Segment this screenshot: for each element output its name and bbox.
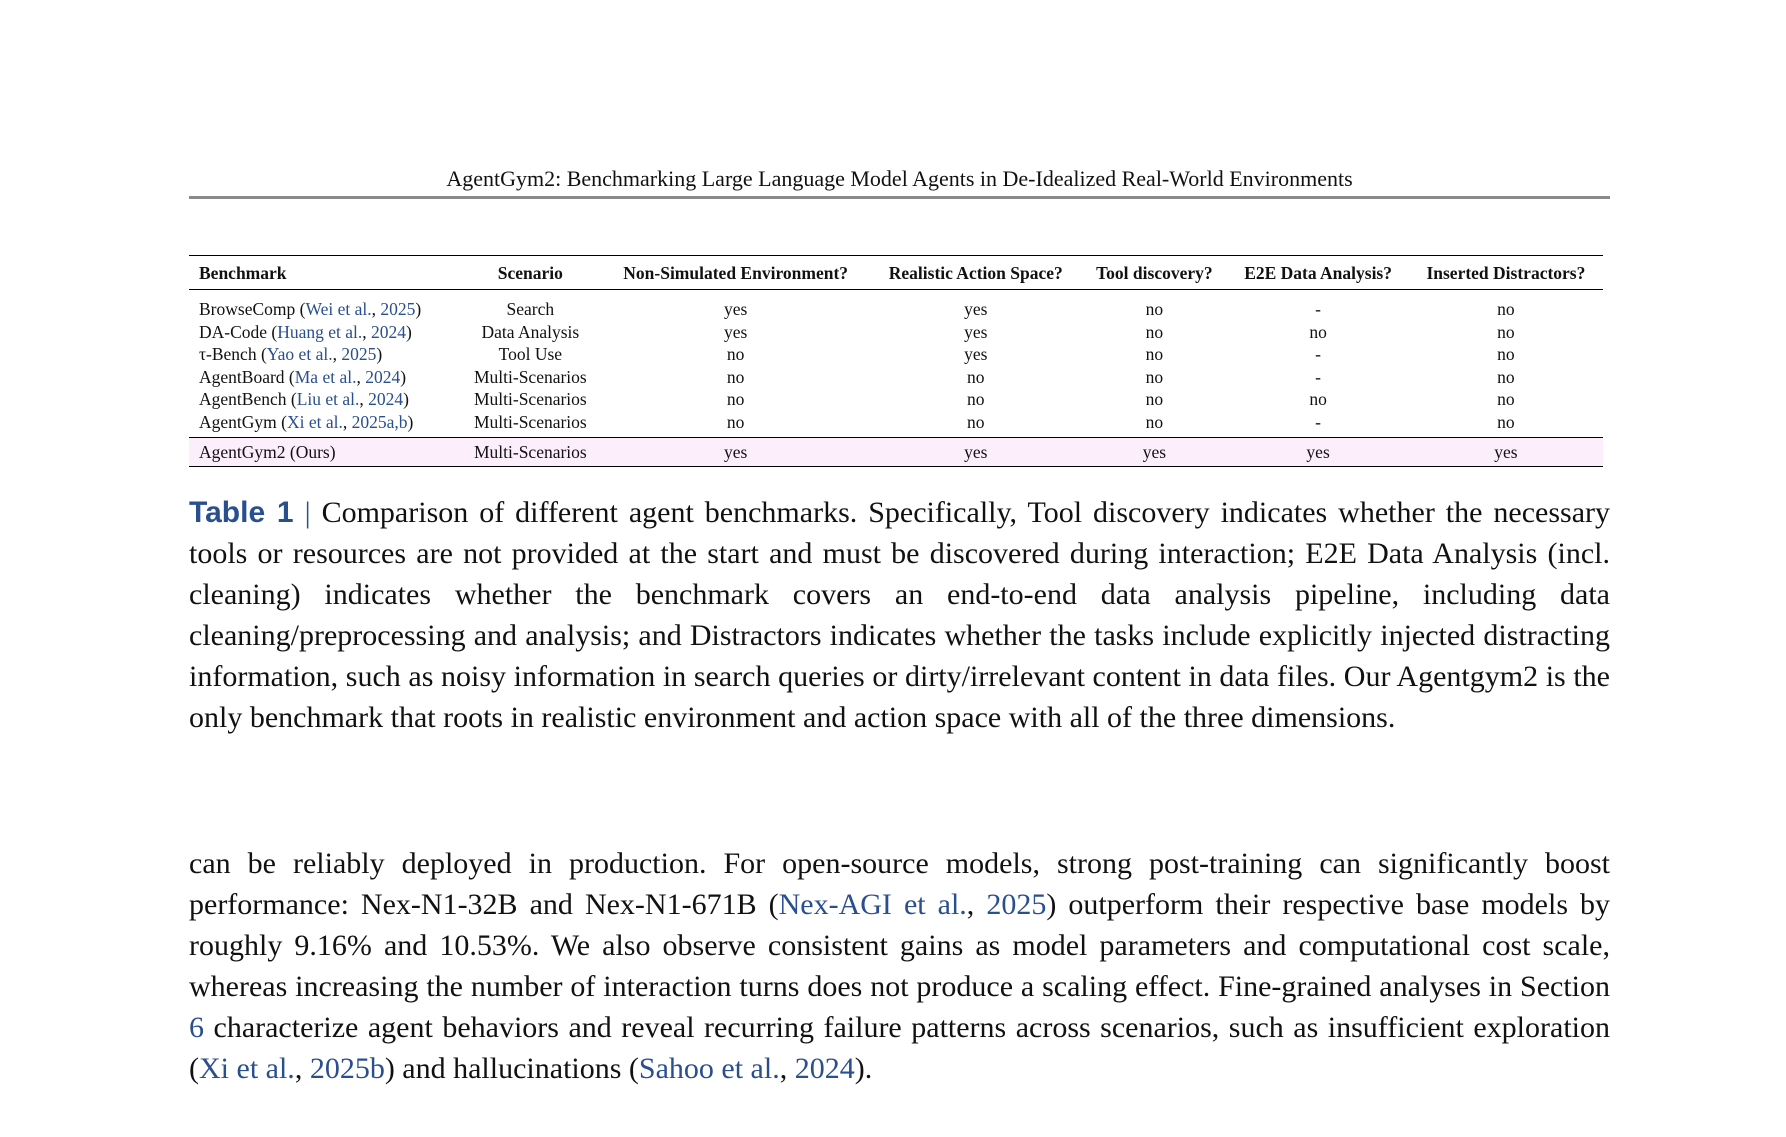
citation-link[interactable]: Nex-AGI et al. <box>778 888 967 921</box>
benchmark-name: τ-Bench <box>199 344 257 365</box>
citation-year-link[interactable]: 2024 <box>368 389 404 410</box>
scenario-cell: Multi-Scenarios <box>473 389 587 410</box>
body-text-segment: ). <box>854 1052 873 1085</box>
cite-sep: , <box>362 321 372 342</box>
table-row <box>189 343 1603 366</box>
cite-close: ) <box>376 344 383 365</box>
realistic-cell: yes <box>964 321 988 342</box>
distractors-cell: no <box>1497 366 1515 387</box>
non-sim-cell: yes <box>724 321 748 342</box>
benchmark-name: AgentBench <box>199 389 287 410</box>
distractors-cell: yes <box>1409 437 1603 466</box>
col-header-inserted-distractors: Inserted Distractors? <box>1409 256 1603 290</box>
table-row <box>189 321 1603 344</box>
caption-separator: | <box>304 496 311 529</box>
col-header-tool-discovery: Tool discovery? <box>1081 256 1227 290</box>
cite-sep: , <box>779 1052 795 1085</box>
tool-cell: no <box>1145 321 1164 342</box>
table-row <box>189 366 1603 389</box>
distractors-cell: no <box>1497 411 1515 432</box>
realistic-cell: yes <box>964 344 988 365</box>
non-sim-cell: yes <box>601 437 870 466</box>
citation-year-link[interactable]: 2025 <box>380 299 416 319</box>
citation-year-link[interactable]: 2024 <box>365 366 401 387</box>
citation-link[interactable]: Huang et al. <box>277 321 363 342</box>
scenario-cell: Multi-Scenarios <box>473 411 587 432</box>
e2e-cell: - <box>1315 411 1321 432</box>
e2e-cell: - <box>1315 366 1321 387</box>
cite-sep: , <box>332 344 342 365</box>
citation-year-link[interactable]: 2025 <box>986 888 1047 921</box>
running-header: AgentGym2: Benchmarking Large Language Model Agents in De-Idealized Real-World Environments <box>446 166 1353 191</box>
benchmark-name: DA-Code <box>199 321 268 342</box>
benchmark-name: BrowseComp <box>199 299 296 319</box>
col-header-benchmark: Benchmark <box>189 256 460 290</box>
table-row-ours <box>189 437 1603 466</box>
cite-open: ( <box>276 411 287 432</box>
scenario-cell: Search <box>506 299 555 319</box>
scenario-cell: Tool Use <box>498 344 563 365</box>
e2e-cell: no <box>1309 389 1327 410</box>
non-sim-cell: yes <box>724 299 748 319</box>
benchmark-cell <box>189 366 460 389</box>
tool-cell: yes <box>1081 437 1227 466</box>
benchmark-name: AgentGym <box>199 411 277 432</box>
header-rule <box>189 196 1610 199</box>
non-sim-cell: no <box>726 366 745 387</box>
tool-cell: no <box>1145 299 1164 319</box>
distractors-cell: no <box>1497 321 1515 342</box>
e2e-cell: yes <box>1227 437 1409 466</box>
cite-sep: , <box>359 389 369 410</box>
benchmark-cell <box>189 388 460 411</box>
distractors-cell: no <box>1497 299 1515 319</box>
citation-year-link[interactable]: ,b <box>394 411 408 432</box>
citation-link[interactable]: Sahoo et al. <box>638 1052 780 1085</box>
scenario-cell: Multi-Scenarios <box>473 366 587 387</box>
table-label: Table 1 <box>189 496 294 529</box>
tool-cell: no <box>1145 389 1164 410</box>
distractors-cell: no <box>1497 389 1515 410</box>
table-header-row <box>189 256 1603 290</box>
e2e-cell: - <box>1315 344 1321 365</box>
cite-sep: , <box>966 888 987 921</box>
cite-close: ) <box>403 389 409 410</box>
citation-year-link[interactable]: 2025a <box>351 411 395 432</box>
citation-year-link[interactable]: 2024 <box>794 1052 855 1085</box>
non-sim-cell: no <box>726 411 745 432</box>
table-row <box>189 290 1603 321</box>
caption-text: Comparison of different agent benchmarks. Specifically, Tool discovery indicates whether the necessary tools or resources are not provided at the start and must be discovered during interaction; E2E Data Analysis (incl. cleaning) indicates whether the benchmark covers an end-to-end data analysis pipeline, including data cleaning/preprocessing and analysis; and Distractors indicates whether the tasks include explicitly injected distracting information, such as noisy information in search queries or dirty/irrelevant content in data files. Our Agentgym2 is the only benchmark that roots in realistic environment and action space with all of the three dimensions. <box>189 496 1610 734</box>
realistic-cell: yes <box>964 299 988 319</box>
tool-cell: no <box>1145 344 1164 365</box>
cite-open: ( <box>256 344 267 365</box>
citation-link[interactable]: Xi et al. <box>286 411 343 432</box>
body-text-segment: characterize agent behaviors and reveal recurring failure patterns across scenarios, such as insufficient exploration ( <box>189 1011 1610 1085</box>
tool-cell: no <box>1145 366 1164 387</box>
body-text-segment: can be reliably deployed in production. For open-source models, strong post-training can significantly boost performance: Nex-N1-32B and Nex-N1-671B ( <box>189 847 1610 921</box>
cite-close: ) <box>407 411 414 432</box>
cite-sep: , <box>371 299 381 319</box>
cite-close: ) <box>400 366 407 387</box>
section-ref-link[interactable]: 6 <box>189 1011 204 1044</box>
body-paragraph <box>189 843 1610 1089</box>
col-header-scenario: Scenario <box>460 256 602 290</box>
benchmark-cell <box>189 290 460 321</box>
col-header-e2e-data-analysis: E2E Data Analysis? <box>1227 256 1409 290</box>
e2e-cell: no <box>1309 321 1327 342</box>
citation-link[interactable]: Yao et al. <box>266 344 333 365</box>
col-header-non-simulated: Non-Simulated Environment? <box>601 256 870 290</box>
scenario-cell: Data Analysis <box>481 321 580 342</box>
scenario-cell: Multi-Scenarios <box>460 437 602 466</box>
benchmark-cell <box>189 343 460 366</box>
benchmark-cell <box>189 411 460 437</box>
citation-link[interactable]: Ma et al. <box>294 366 357 387</box>
cite-open: ( <box>295 299 306 319</box>
cite-sep: , <box>342 411 352 432</box>
benchmark-cell <box>189 321 460 344</box>
cite-open: ( <box>284 366 295 387</box>
distractors-cell: no <box>1497 344 1515 365</box>
benchmark-name: AgentBoard <box>199 366 285 387</box>
cite-close: ) <box>406 321 412 342</box>
comparison-table <box>189 255 1603 467</box>
citation-year-link[interactable]: 2025 <box>341 344 377 365</box>
e2e-cell: - <box>1315 299 1321 319</box>
citation-year-link[interactable]: 2025b <box>309 1052 385 1085</box>
cite-open: ( <box>267 321 278 342</box>
citation-year-link[interactable]: 2024 <box>371 321 407 342</box>
non-sim-cell: no <box>726 389 745 410</box>
realistic-cell: no <box>967 411 985 432</box>
realistic-cell: no <box>967 389 985 410</box>
realistic-cell: no <box>967 366 985 387</box>
body-text-segment: ) outperform their respective base models by roughly 9.16% and 10.53%. We also observe consistent gains as model parameters and computational cost scale, whereas increasing the number of interaction turns does not produce a scaling effect. Fine-grained analyses in Section <box>189 888 1611 1003</box>
citation-link[interactable]: Xi et al. <box>199 1052 295 1085</box>
citation-link[interactable]: Wei et al. <box>305 299 372 319</box>
body-text-segment: ) and hallucinations ( <box>384 1052 639 1085</box>
cite-sep: , <box>294 1052 310 1085</box>
cite-open: ( <box>286 389 297 410</box>
comparison-table-container <box>189 255 1603 467</box>
non-sim-cell: no <box>726 344 745 365</box>
citation-link[interactable]: Liu et al. <box>296 389 360 410</box>
realistic-cell: yes <box>870 437 1081 466</box>
table-row <box>189 388 1603 411</box>
tool-cell: no <box>1145 411 1164 432</box>
table-row <box>189 411 1603 437</box>
table-caption <box>189 492 1610 738</box>
cite-sep: , <box>356 366 366 387</box>
cite-close: ) <box>415 299 422 319</box>
col-header-realistic-action: Realistic Action Space? <box>870 256 1081 290</box>
benchmark-cell: AgentGym2 (Ours) <box>189 437 460 466</box>
